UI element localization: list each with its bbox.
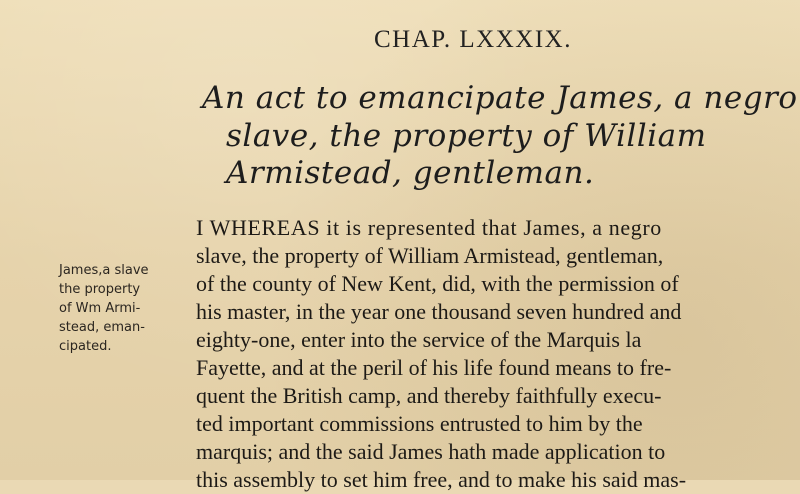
body-line-1: I WHEREAS it is represented that James, a negro: [196, 215, 662, 240]
body-line-8: ted important commissions entrusted to him by the: [196, 411, 643, 436]
body-line-10: this assembly to set him free, and to make his said mas-: [196, 467, 687, 492]
body-line-5: eighty-one, enter into the service of the Marquis la: [196, 327, 642, 352]
margin-note-line-4: stead, eman-: [59, 320, 145, 335]
body-line-4: his master, in the year one thousand seven hundred and: [196, 299, 682, 324]
margin-note-line-1: James,a slave: [59, 263, 149, 278]
body-line-6: Fayette, and at the peril of his life found means to fre-: [196, 355, 672, 380]
body-line-9: marquis; and the said James hath made application to: [196, 439, 666, 464]
margin-note-line-3: of Wm Armi-: [59, 301, 141, 316]
body-text: [196, 214, 800, 494]
body-line-2: slave, the property of William Armistead, gentleman,: [196, 243, 664, 268]
body-line-7: quent the British camp, and thereby faithfully execu-: [196, 383, 662, 408]
margin-note-line-2: the property: [59, 282, 141, 297]
margin-note: [59, 261, 187, 356]
act-title-line-3: Armistead, gentleman.: [226, 155, 595, 191]
margin-note-line-5: cipated.: [59, 339, 112, 354]
chapter-heading: CHAP. LXXXIX.: [374, 26, 572, 53]
act-title-line-1: An act to emancipate James, a negro: [202, 80, 798, 116]
act-title-line-2: slave, the property of William: [226, 118, 707, 154]
body-line-3: of the county of New Kent, did, with the permission of: [196, 271, 679, 296]
